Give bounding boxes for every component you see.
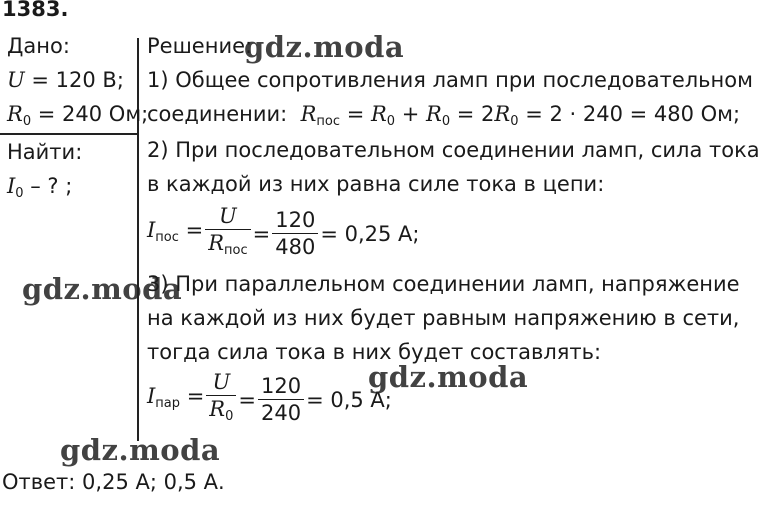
given-voltage: U = 120 В;: [7, 68, 124, 92]
step1-formula: $R_{пос} = R_0 + R_0 = 2R_0 = 2 \cdot 240 = 480$ Ом;: [300, 102, 741, 129]
step1-line1: 1) Общее сопротивления ламп при последовательном: [147, 68, 753, 92]
solution-heading: Решение:: [147, 34, 253, 58]
watermark-logo: gdz.moda: [22, 272, 183, 306]
step2-line1: 2) При последовательном соединении ламп, сила тока: [147, 138, 760, 162]
step2-formula: $I_{пос}$ = $\frac{U}{R_{пос}}$ = $\frac{120}{480}$ = 0,25 А;: [147, 204, 419, 263]
given-resistance: $R_0 = 240$ Ом;: [7, 102, 149, 129]
fraction-120-over-240: $\frac{120}{240}$: [258, 374, 304, 425]
step3-line2: на каждой из них будет равным напряжению в сети,: [147, 306, 740, 330]
step3-line1: 3) При параллельном соединении ламп, напряжение: [147, 272, 740, 296]
find-heading: Найти:: [7, 140, 83, 164]
step3-formula: $I_{пар}$ = $\frac{U}{R_0}$ = $\frac{120}{240}$ = 0,5 А;: [147, 370, 392, 429]
watermark-logo: gdz.moda: [244, 30, 405, 64]
problem-number: 1383.: [2, 0, 69, 21]
find-current: $I_0$ – ? ;: [7, 174, 73, 201]
fraction-u-over-r0: $\frac{U}{R_0}$: [206, 370, 236, 429]
watermark-logo: gdz.moda: [368, 360, 529, 394]
watermark-logo: gdz.moda: [60, 433, 221, 467]
given-divider-vertical: [137, 38, 139, 441]
fraction-u-over-rpos: $\frac{U}{R_{пос}}$: [205, 204, 250, 263]
step3-line3: тогда сила тока в них будет составлять:: [147, 340, 602, 364]
answer-line: Ответ: 0,25 А; 0,5 А.: [2, 470, 225, 494]
given-heading: Дано:: [7, 34, 70, 58]
step1-line2: соединении: $R_{пос} = R_0 + R_0 = 2R_0 = 2 \cdot 240 = 480$ Ом;: [147, 102, 741, 129]
fraction-120-over-480: $\frac{120}{480}$: [272, 208, 318, 259]
step2-line2: в каждой из них равна силе тока в цепи:: [147, 172, 605, 196]
